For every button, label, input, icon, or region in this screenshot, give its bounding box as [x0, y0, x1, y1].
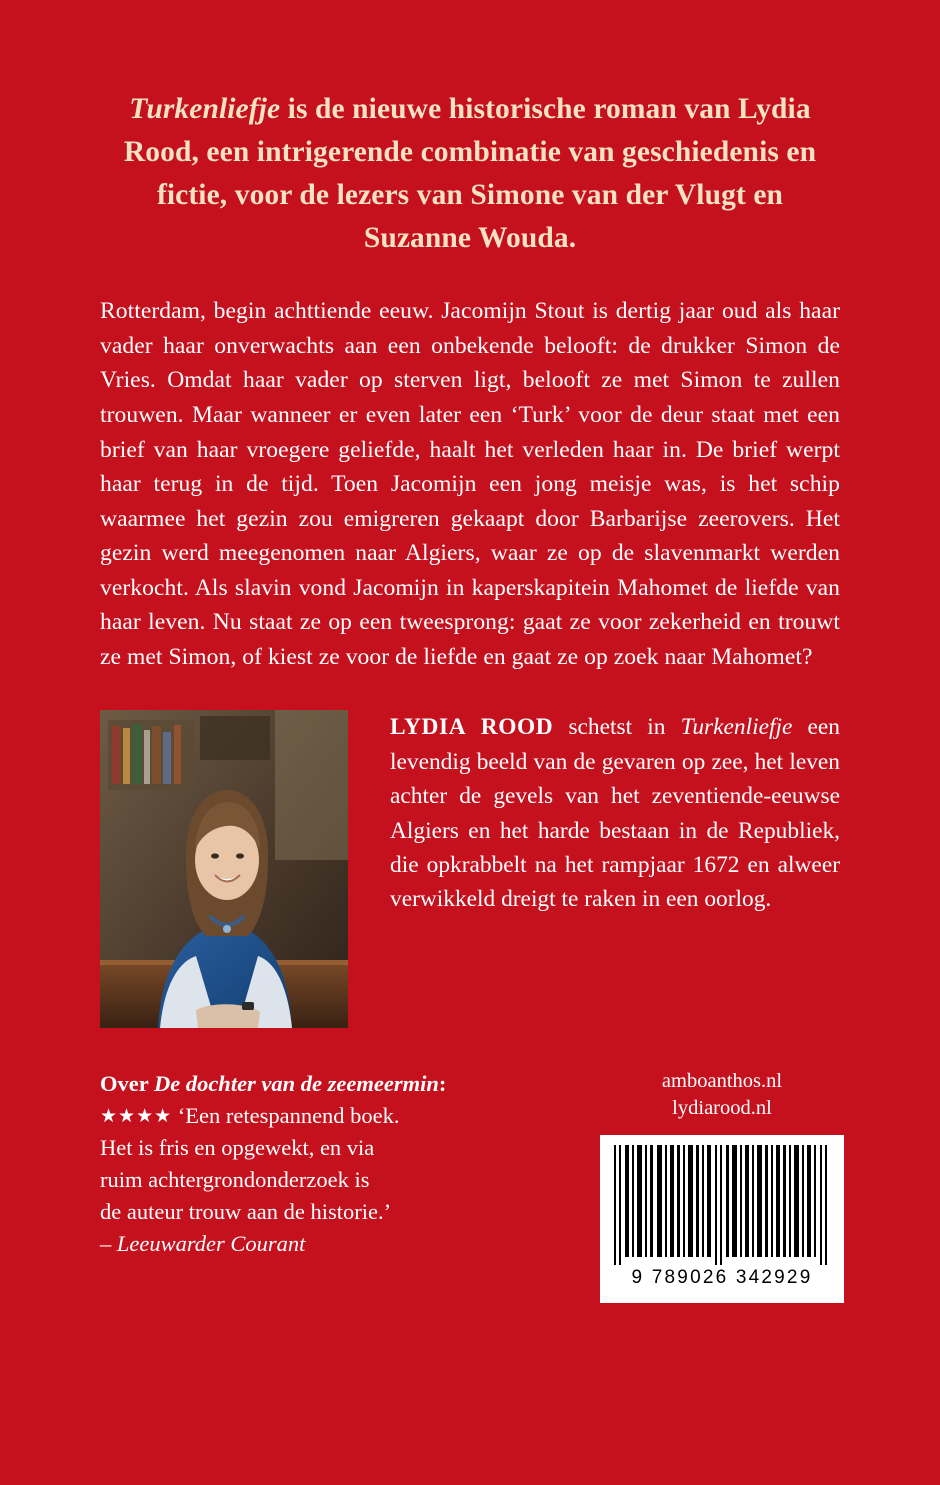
blurb-text: Rotterdam, begin achttiende eeuw. Jacomijn Stout is dertig jaar oud als haar vader haar onverwachts aan een onbekende belooft: de drukker Simon de Vries. Omdat haar vader op sterven ligt, belooft ze met Simon te zullen trouwen. Maar wanneer er even later een ‘Turk’ voor de deur staat met een brief van haar vroegere geliefde, haalt het verleden haar in. De brief werpt haar terug in de tijd. Toen Jacomijn een jong meisje was, is het schip waarmee het gezin zou emigreren gekaapt door Barbarijse zeerovers. Het gezin werd meegenomen naar Algiers, waar ze op de slavenmarkt werden verkocht. Als slavin vond Jacomijn in kaperskapitein Mahomet de liefde van haar leven. Nu staat ze op een tweesprong: gaat ze voor zekerheid en trouwt ze met Simon, of kiest ze voor de liefde en gaat ze op zoek naar Mahomet? [100, 298, 840, 670]
review-previous-book-title: De dochter van de zeemeermin [153, 1071, 439, 1097]
website-urls [662, 1068, 782, 1120]
review-over-line [100, 1068, 570, 1100]
review-line-1 [100, 1100, 570, 1132]
tagline [100, 88, 840, 260]
publisher-info [570, 1068, 844, 1302]
publisher-url[interactable]: amboanthos.nl [661, 1070, 783, 1093]
star-rating-icon: ★★★★ [100, 1106, 173, 1128]
bottom-section [100, 1068, 840, 1302]
author-bio-book-title: Turkenliefje [680, 714, 793, 741]
cover-content [100, 88, 840, 1303]
barcode [600, 1135, 844, 1303]
tagline-rest: is de nieuwe historische roman van Lydia Rood, een intrigerende combinatie van geschiedenis en fictie, voor de lezers van Simone van der Vlugt en Suzanne Wouda. [123, 93, 817, 255]
author-url[interactable]: lydiarood.nl [672, 1096, 772, 1119]
isbn-number: 9 789026 342929 [631, 1266, 813, 1288]
review-quote [100, 1068, 570, 1260]
review-quote-line-2: Het is fris en opgewekt, en via [100, 1135, 375, 1161]
author-name: LYDIA ROOD [390, 714, 554, 741]
author-bio [390, 710, 840, 916]
author-bio-part1: schetst in [553, 714, 681, 741]
review-quote-line-3: ruim achtergrondonderzoek is [100, 1167, 370, 1193]
review-source: – Leeuwarder Courant [100, 1231, 306, 1257]
author-portrait-photo [100, 710, 348, 1028]
review-quote-line-4: de auteur trouw aan de historie.’ [100, 1199, 392, 1225]
barcode-bars-icon [610, 1145, 834, 1265]
tagline-book-title: Turkenliefje [129, 93, 281, 125]
review-over-colon: : [438, 1071, 447, 1097]
author-portrait-illustration [100, 710, 348, 1028]
review-quote-line-1: ‘Een retespannend boek. [172, 1103, 400, 1129]
author-section [100, 710, 840, 1028]
author-bio-part2: een levendig beeld van de gevaren op zee, het leven achter de gevels van het zeventiende-eeuwse Algiers en het harde bestaan in de Republiek, die opkrabbelt na het rampjaar 1672 en alweer verwikkeld dreigt te raken in een oorlog. [390, 714, 840, 913]
review-over-label: Over [100, 1071, 154, 1097]
